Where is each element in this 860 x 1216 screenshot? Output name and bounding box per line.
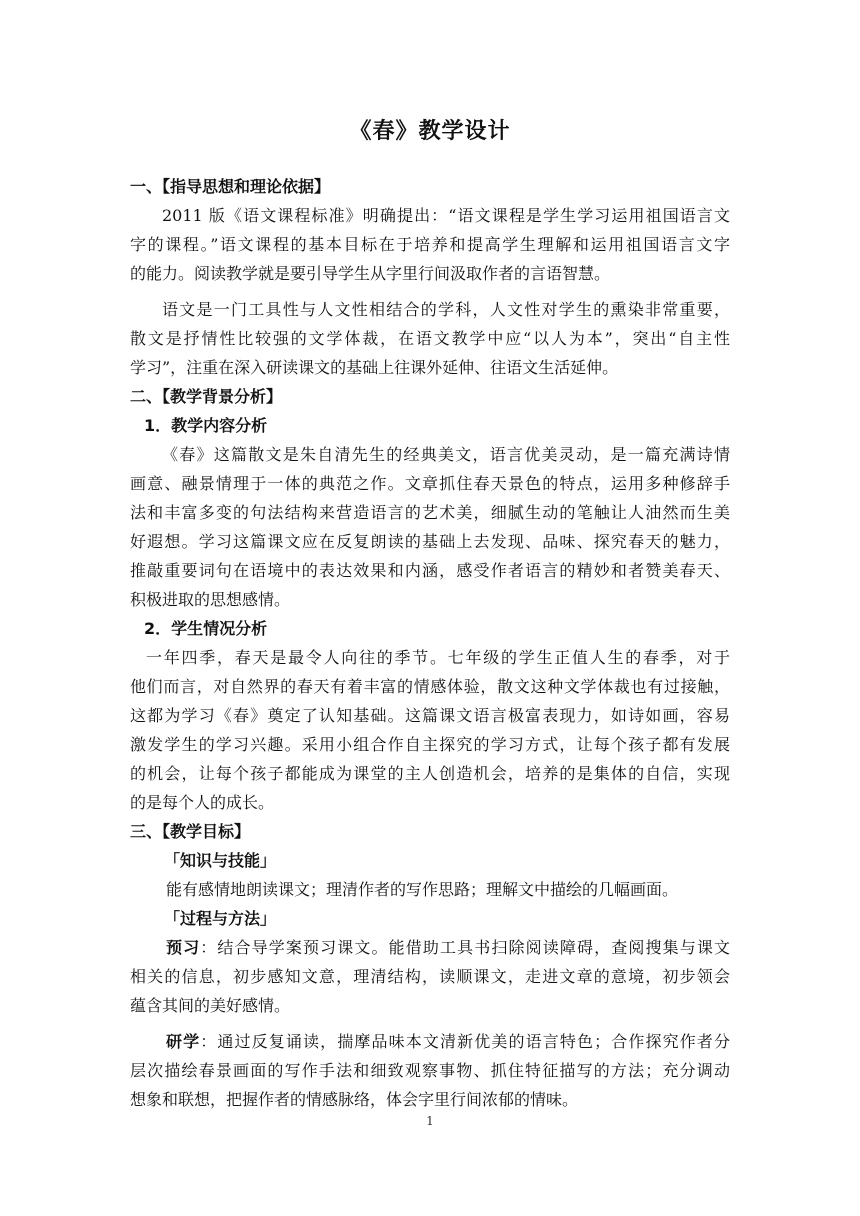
paragraph-line: 层次描绘春景画面的写作手法和细致观察事物、抓住特征描写的方法；充分调动 (130, 1061, 730, 1080)
subheading-student-analysis: 2．学生情况分析 (144, 619, 268, 638)
paragraph-line: 推敲重要词句在语境中的表达效果和内涵，感受作者语言的精妙和者赞美春天、 (130, 561, 730, 580)
study-text: ：通过反复诵读，揣摩品味本文清新优美的语言特色；合作探究作者分 (200, 1032, 730, 1051)
preview-label: 预习 (166, 938, 201, 957)
paragraph-line: 一年四季，春天是最令人向往的季节。七年级的学生正值人生的春季，对于 (146, 648, 730, 667)
paragraph-line: 想象和联想，把握作者的情感脉络，体会字里行间浓郁的情味。 (130, 1090, 579, 1109)
subheading-process-method: 「过程与方法」 (164, 909, 277, 928)
paragraph-line-study (130, 1027, 730, 1056)
subheading-content-analysis: 1．教学内容分析 (144, 416, 268, 435)
section-heading-objectives: 三、【教学目标】 (130, 822, 251, 841)
section-heading-guiding-thought: 一、【指导思想和理论依据】 (130, 177, 331, 196)
paragraph-line: 他们而言，对自然界的春天有着丰富的情感体验，散文这种文学体裁也有过接触， (130, 677, 730, 696)
paragraph-line: 散文是抒情性比较强的文学体裁，在语文教学中应“以人为本”，突出“自主性 (130, 329, 730, 348)
study-label: 研学 (166, 1032, 201, 1051)
preview-text: ：结合导学案预习课文。能借助工具书扫除阅读障碍，查阅搜集与课文 (200, 938, 730, 957)
subheading-knowledge-skills: 「知识与技能」 (164, 851, 277, 870)
paragraph-line: 好遐想。学习这篇课文应在反复朗读的基础上去发现、品味、探究春天的魅力， (130, 532, 730, 551)
paragraph-line: 的机会，让每个孩子都能成为课堂的主人创造机会，培养的是集体的自信，实现 (130, 764, 730, 783)
page-number: 1 (426, 1114, 434, 1128)
section-heading-background: 二、【教学背景分析】 (130, 387, 283, 406)
paragraph-line: 这都为学习《春》奠定了认知基础。这篇课文语言极富表现力，如诗如画，容易 (130, 706, 730, 725)
page-title: 《春》教学设计 (349, 119, 511, 144)
paragraph-line: 2011 版《语文课程标准》明确提出：“语文课程是学生学习运用祖国语言文 (162, 206, 730, 225)
paragraph-line: 语文是一门工具性与人文性相结合的学科，人文性对学生的熏染非常重要， (162, 300, 730, 319)
paragraph-line-preview (130, 933, 730, 962)
paragraph-line: 能有感情地朗读课文；理清作者的写作思路；理解文中描绘的几幅画面。 (166, 880, 679, 899)
paragraph-line: 积极进取的思想感情。 (130, 590, 291, 609)
paragraph-line: 字的课程。”语文课程的基本目标在于培养和提高学生理解和运用祖国语言文字 (130, 235, 730, 254)
paragraph-line: 画意、融景情理于一体的典范之作。文章抓住春天景色的特点，运用多种修辞手 (130, 474, 730, 493)
paragraph-line: 的能力。阅读教学就是要引导学生从字里行间汲取作者的言语智慧。 (130, 264, 611, 283)
paragraph-line: 的是每个人的成长。 (130, 793, 275, 812)
paragraph-line: 激发学生的学习兴趣。采用小组合作自主探究的学习方式，让每个孩子都有发展 (130, 735, 730, 754)
paragraph-line: 法和丰富多变的句法结构来营造语言的艺术美，细腻生动的笔触让人油然而生美 (130, 503, 730, 522)
paragraph-line: 《春》这篇散文是朱自清先生的经典美文，语言优美灵动，是一篇充满诗情 (162, 445, 730, 464)
paragraph-line: 相关的信息，初步感知文意，理清结构，读顺课文，走进文章的意境，初步领会 (130, 967, 730, 986)
paragraph-line: 蕴含其间的美好感情。 (130, 996, 291, 1015)
paragraph-line: 学习”，注重在深入研读课文的基础上往课外延伸、往语文生活延伸。 (130, 358, 619, 377)
document-body (130, 172, 730, 1114)
